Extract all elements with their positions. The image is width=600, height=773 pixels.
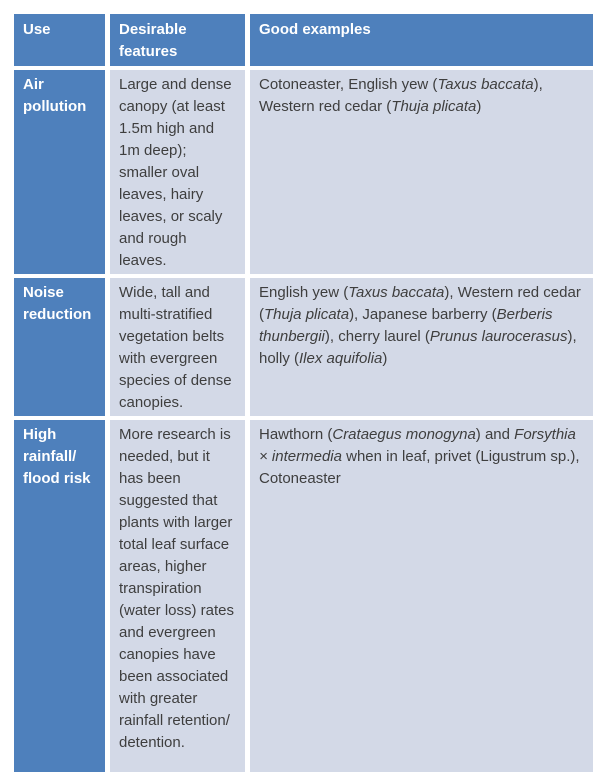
row-label-high-rainfall-flood-risk: High rainfall/ flood risk [14,420,105,772]
features-noise-reduction: Wide, tall and multi-stratified vegetation belts with evergreen species of dense canopies. [110,278,245,416]
row-label-noise-reduction: Noise reduction [14,278,105,416]
header-desirable-features: Desirable features [110,14,245,66]
features-high-rainfall-flood-risk: More research is needed, but it has been suggested that plants with larger total leaf surface areas, higher transpiration (water loss) rates and evergreen canopies have been associated with greater rainfall retention/ detention. [110,420,245,772]
plant-uses-table [14,14,593,772]
examples-noise-reduction: English yew (Taxus baccata), Western red cedar (Thuja plicata), Japanese barberry (Berberis thunbergii), cherry laurel (Prunus laurocerasus), holly (Ilex aquifolia) [250,278,593,416]
row-label-air-pollution: Air pollution [14,70,105,274]
examples-high-rainfall-flood-risk: Hawthorn (Crataegus monogyna) and Forsythia × intermedia when in leaf, privet (Ligustrum sp.), Cotoneaster [250,420,593,772]
examples-air-pollution: Cotoneaster, English yew (Taxus baccata), Western red cedar (Thuja plicata) [250,70,593,274]
header-use: Use [14,14,105,66]
header-good-examples: Good examples [250,14,593,66]
features-air-pollution: Large and dense canopy (at least 1.5m high and 1m deep); smaller oval leaves, hairy leaves, or scaly and rough leaves. [110,70,245,274]
